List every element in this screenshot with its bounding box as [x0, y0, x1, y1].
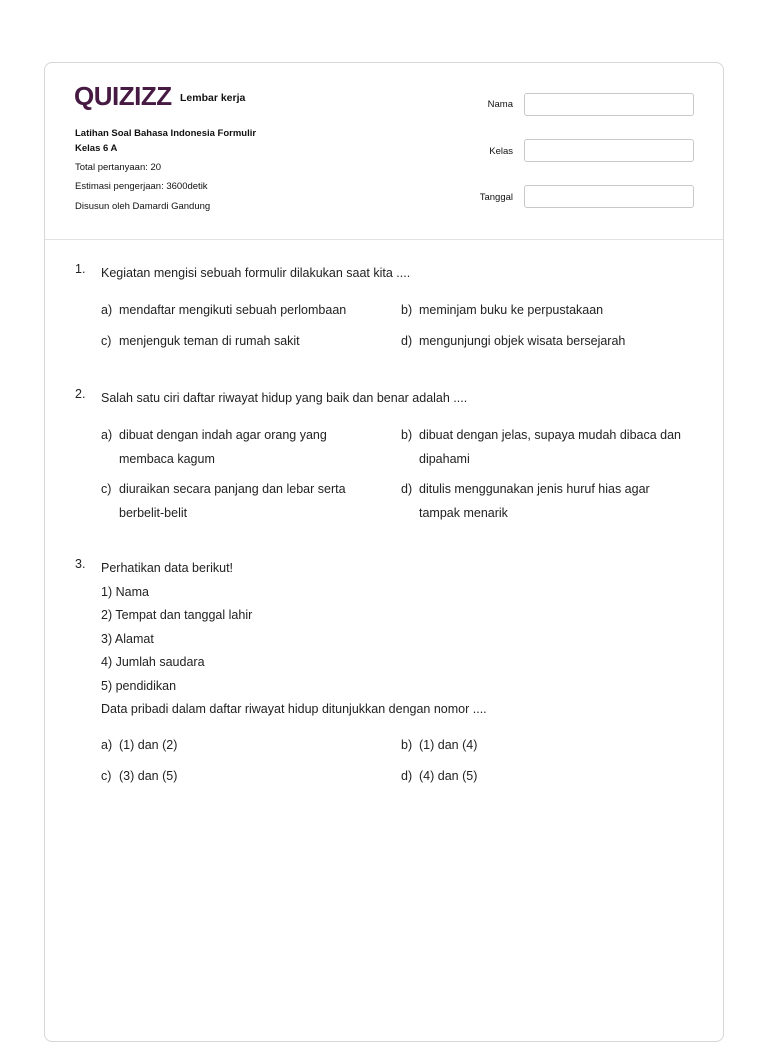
option-a[interactable]: a) (1) dan (2)	[101, 738, 178, 752]
quizizz-logo: QUIZIZZ	[74, 81, 172, 111]
question-number: 1.	[75, 262, 86, 276]
class-field[interactable]	[524, 139, 694, 162]
date-label: Tanggal	[479, 192, 513, 203]
question-line: 1) Nama	[101, 584, 149, 599]
name-field[interactable]	[524, 93, 694, 116]
question-line: 3) Alamat	[101, 631, 154, 646]
option-a[interactable]: a) dibuat dengan indah agar orang yang membaca kagum	[101, 428, 327, 466]
option-c[interactable]: c) diuraikan secara panjang dan lebar serta berbelit-belit	[101, 482, 346, 520]
option-d[interactable]: d) (4) dan (5)	[401, 769, 478, 783]
option-b[interactable]: b) (1) dan (4)	[401, 738, 478, 752]
worksheet-header	[45, 63, 723, 240]
question-number: 2.	[75, 387, 86, 401]
question-text: Salah satu ciri daftar riwayat hidup yang baik dan benar adalah ....	[101, 391, 468, 405]
option-c[interactable]: c) menjenguk teman di rumah sakit	[101, 334, 300, 348]
name-label: Nama	[487, 99, 513, 110]
question-line: 4) Jumlah saudara	[101, 655, 205, 669]
question-line: Data pribadi dalam daftar riwayat hidup ditunjukkan dengan nomor ....	[101, 702, 487, 716]
option-d[interactable]: d) mengunjungi objek wisata bersejarah	[401, 334, 626, 348]
option-d[interactable]: d) ditulis menggunakan jenis huruf hias agar tampak menarik	[401, 482, 650, 520]
option-c[interactable]: c) (3) dan (5)	[101, 769, 178, 783]
question-text: Kegiatan mengisi sebuah formulir dilakukan saat kita ....	[101, 266, 411, 280]
option-b[interactable]: b) meminjam buku ke perpustakaan	[401, 303, 604, 317]
question-line: 5) pendidikan	[101, 678, 177, 693]
question-line: Perhatikan data berikut!	[101, 561, 234, 575]
worksheet-label: Lembar kerja	[180, 92, 246, 104]
estimated-time: Estimasi pengerjaan: 3600detik	[75, 181, 208, 192]
date-field[interactable]	[524, 185, 694, 208]
question-text	[101, 557, 701, 722]
worksheet-title: Latihan Soal Bahasa Indonesia Formulir	[75, 128, 257, 139]
option-a[interactable]: a) mendaftar mengikuti sebuah perlombaan	[101, 303, 347, 317]
question-number: 3.	[75, 557, 86, 571]
worksheet	[44, 62, 724, 1042]
worksheet-class: Kelas 6 A	[75, 143, 118, 154]
author: Disusun oleh Damardi Gandung	[75, 201, 211, 212]
option-b[interactable]: b) dibuat dengan jelas, supaya mudah dibaca dan dipahami	[401, 428, 682, 466]
class-label: Kelas	[489, 146, 513, 157]
total-questions: Total pertanyaan: 20	[75, 162, 162, 173]
question-line: 2) Tempat dan tanggal lahir	[101, 608, 253, 622]
